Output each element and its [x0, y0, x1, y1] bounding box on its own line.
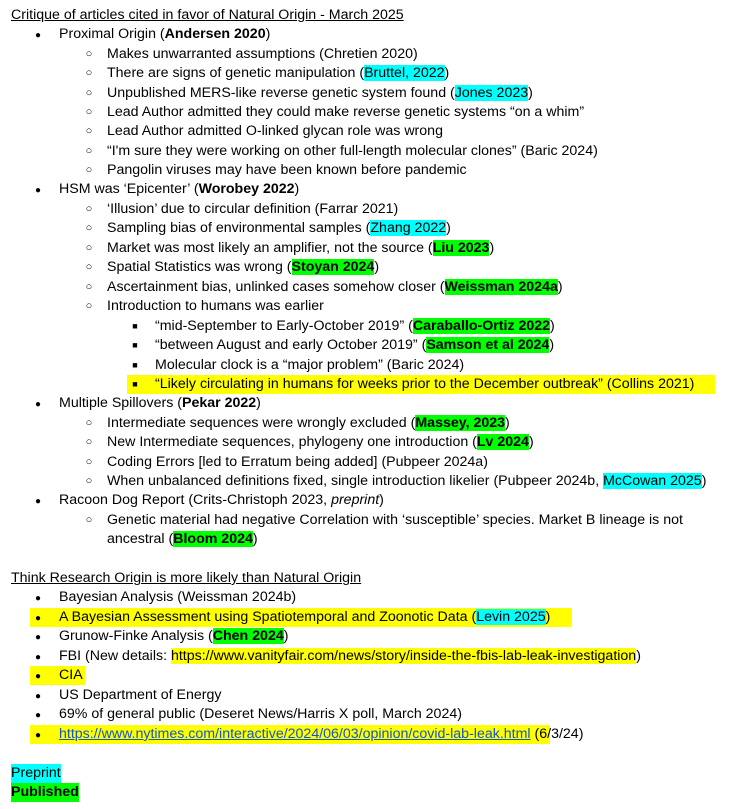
bullet-circle-icon — [82, 239, 96, 255]
list-item: US Department of Energy — [59, 687, 222, 703]
published-ref: Weissman 2024a — [444, 279, 558, 295]
bullet-circle-icon — [82, 433, 96, 449]
research-heading: Think Research Origin is more likely than Natural Origin — [11, 570, 362, 586]
preprint-ref: Zhang 2022 — [370, 220, 447, 236]
bullet-icon — [31, 492, 45, 508]
bullet-icon — [31, 609, 45, 625]
list-item: Ascertainment bias, unlinked cases somehow closer (Weissman 2024a) — [107, 279, 563, 295]
bullet-icon — [31, 726, 45, 742]
list-item-multiple-spillovers: Multiple Spillovers (Pekar 2022) — [59, 395, 261, 411]
list-item: CIA — [59, 667, 83, 683]
bullet-icon — [31, 667, 45, 683]
list-item: Pangolin viruses may have been known before pandemic — [107, 162, 467, 178]
list-item: A Bayesian Assessment using Spatiotemporal and Zoonotic Data (Levin 2025) — [59, 609, 551, 625]
nytimes-article-link[interactable]: https://www.nytimes.com/interactive/2024/06/03/opinion/covid-lab-leak.html — [59, 726, 531, 742]
published-ref: Massey, 2023 — [415, 415, 506, 431]
bullet-circle-icon — [82, 472, 96, 488]
list-item-hsm-epicenter: HSM was ‘Epicenter’ (Worobey 2022) — [59, 181, 300, 197]
bullet-circle-icon — [82, 453, 96, 469]
list-item: Lead Author admitted they could make reverse genetic systems “on a whim” — [107, 104, 585, 120]
bullet-circle-icon — [82, 161, 96, 177]
published-ref: Bloom 2024 — [173, 531, 253, 547]
bullet-circle-icon — [82, 103, 96, 119]
bullet-icon — [31, 26, 45, 42]
list-item: “mid-September to Early-October 2019” (Caraballo-Ortiz 2022) — [155, 318, 555, 334]
bullet-icon — [31, 648, 45, 664]
list-item: Sampling bias of environmental samples (Zhang 2022) — [107, 220, 451, 236]
list-item: Genetic material had negative Correlation with ‘susceptible’ species. Market B lineage is not — [107, 512, 683, 528]
published-ref: Caraballo-Ortiz 2022 — [412, 318, 551, 334]
bullet-icon — [31, 628, 45, 644]
bullet-circle-icon — [82, 414, 96, 430]
bullet-square-icon — [128, 356, 142, 372]
list-item: Coding Errors [led to Erratum being added] (Pubpeer 2024a) — [107, 454, 488, 470]
bullet-circle-icon — [82, 278, 96, 294]
bullet-circle-icon — [82, 219, 96, 235]
bullet-circle-icon — [82, 122, 96, 138]
list-item: Lead Author admitted O-linked glycan role was wrong — [107, 123, 443, 139]
bullet-circle-icon — [82, 200, 96, 216]
list-item: When unbalanced definitions fixed, single introduction likelier (Pubpeer 2024b, McCowan 2025) — [107, 473, 707, 489]
fbi-article-link[interactable]: https://www.vanityfair.com/news/story/inside-the-fbis-lab-leak-investigation — [170, 648, 637, 664]
list-item: There are signs of genetic manipulation (Bruttel, 2022) — [107, 65, 450, 81]
bullet-square-icon — [128, 375, 142, 391]
bullet-icon — [31, 706, 45, 722]
bullet-circle-icon — [82, 45, 96, 61]
bullet-circle-icon — [82, 297, 96, 313]
preprint-ref: McCowan 2025 — [603, 473, 702, 489]
list-item: Unpublished MERS-like reverse genetic system found (Jones 2023) — [107, 85, 533, 101]
list-item: “I'm sure they were working on other full-length molecular clones” (Baric 2024) — [107, 143, 598, 159]
list-item-racoon-dog-report: Racoon Dog Report (Crits-Christoph 2023, preprint) — [59, 492, 384, 508]
published-ref: Stoyan 2024 — [291, 259, 375, 275]
bullet-circle-icon — [82, 84, 96, 100]
published-ref: Samson et al 2024 — [426, 337, 550, 353]
bullet-circle-icon — [82, 511, 96, 527]
list-item: Market was most likely an amplifier, not the source (Liu 2023) — [107, 240, 495, 256]
published-ref: Lv 2024 — [476, 434, 529, 450]
bullet-icon — [31, 687, 45, 703]
bullet-icon — [31, 395, 45, 411]
list-item: Intermediate sequences were wrongly excluded (Massey, 2023) — [107, 415, 510, 431]
bullet-square-icon — [128, 317, 142, 333]
bullet-circle-icon — [82, 258, 96, 274]
list-item: 69% of general public (Deseret News/Harris X poll, March 2024) — [59, 706, 462, 722]
list-item: Bayesian Analysis (Weissman 2024b) — [59, 589, 297, 605]
list-item: Introduction to humans was earlier — [107, 298, 324, 314]
list-item-nyt: https://www.nytimes.com/interactive/2024/06/03/opinion/covid-lab-leak.html (6/3/24) — [59, 726, 584, 742]
list-item-fbi: FBI (New details: https://www.vanityfair.com/news/story/inside-the-fbis-lab-leak-investigation) — [59, 648, 641, 664]
bullet-icon — [31, 589, 45, 605]
list-item-proximal-origin: Proximal Origin (Andersen 2020) — [59, 26, 271, 42]
bullet-square-icon — [128, 336, 142, 352]
list-item: Makes unwarranted assumptions (Chretien 2020) — [107, 46, 418, 62]
legend-preprint: Preprint — [11, 765, 61, 781]
list-item: “Likely circulating in humans for weeks prior to the December outbreak” (Collins 2021) — [155, 376, 695, 392]
bullet-circle-icon — [82, 64, 96, 80]
list-item: “between August and early October 2019” (Samson et al 2024) — [155, 337, 555, 353]
published-ref: Chen 2024 — [212, 628, 284, 644]
list-item: ‘Illusion’ due to circular definition (Farrar 2021) — [107, 201, 399, 217]
preprint-ref: Bruttel, 2022 — [364, 65, 445, 81]
list-item: Grunow-Finke Analysis (Chen 2024) — [59, 628, 289, 644]
critique-heading: Critique of articles cited in favor of Natural Origin - March 2025 — [11, 7, 404, 23]
legend-published: Published — [11, 784, 79, 800]
bullet-icon — [31, 181, 45, 197]
list-item: Spatial Statistics was wrong (Stoyan 2024) — [107, 259, 380, 275]
list-item: New Intermediate sequences, phylogeny one introduction (Lv 2024) — [107, 434, 534, 450]
list-item: Molecular clock is a “major problem” (Baric 2024) — [155, 357, 465, 373]
bullet-circle-icon — [82, 142, 96, 158]
preprint-ref: Levin 2025 — [476, 609, 546, 625]
preprint-ref: Jones 2023 — [454, 85, 529, 101]
published-ref: Liu 2023 — [432, 240, 490, 256]
list-item-continuation: ancestral (Bloom 2024) — [107, 531, 258, 547]
